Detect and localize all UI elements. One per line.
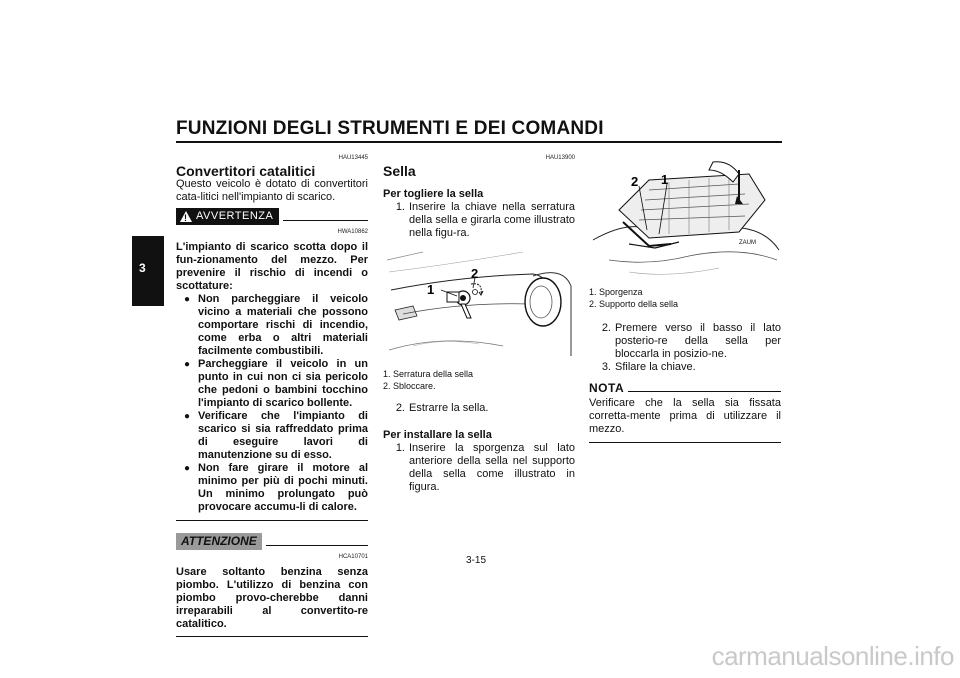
- nota-label: NOTA: [589, 381, 625, 395]
- warning-text: L'impianto di scarico scotta dopo il fun-zionamento del mezzo. Per prevenire il rischio di incendi o scottature:: [176, 241, 368, 292]
- bullet-icon: ●: [184, 294, 191, 305]
- remove-title: Per togliere la sella: [383, 188, 484, 200]
- bullet-icon: ●: [184, 411, 191, 422]
- bullet-icon: ●: [184, 463, 191, 474]
- list-item: ● Verificare che l'impianto di scarico si sia raffreddato prima di eseguire lavori di manutenzione su di esso.: [184, 410, 368, 461]
- install-title: Per installare la sella: [383, 429, 492, 441]
- attention-header: [176, 533, 368, 550]
- bullet-icon: ●: [184, 359, 191, 370]
- list-item: 1. Inserire la sporgenza sul lato anteriore della sella nel supporto della sella come illustrato in figura.: [395, 442, 575, 493]
- svg-text:ZAUM: ZAUM: [739, 240, 756, 246]
- right-column: [589, 160, 781, 443]
- watermark: carmanualsonline.info: [711, 641, 954, 671]
- chapter-tab: [132, 236, 164, 306]
- attention-rule: [266, 545, 368, 546]
- list-item: ● Parcheggiare il veicolo in un punto in cui non ci sia pericolo che pedoni o bambini tocchino l'impianto di scarico bollente.: [184, 358, 368, 409]
- figure-callout: 2: [631, 174, 639, 189]
- figure-callout: 2: [471, 266, 479, 281]
- page-number: 3-15: [466, 555, 487, 566]
- nota-end-rule: [589, 442, 781, 443]
- warning-end-rule: [176, 520, 368, 521]
- attention-end-rule: [176, 636, 368, 637]
- list-item: ● Non fare girare il motore al minimo per più di pochi minuti. Un minimo prolungato può provocare accumu-li di calore.: [184, 462, 368, 513]
- warning-label-box: [176, 208, 279, 225]
- list-item: ● Non parcheggiare il veicolo vicino a materiali che possono comportare rischi di incendio, come erba o altri materiali facilmente combustibili.: [184, 293, 368, 357]
- title-rule: [176, 141, 782, 143]
- figure-caption: 2. Sbloccare.: [383, 381, 436, 391]
- list-item: 2. Estrarre la sella.: [395, 402, 489, 414]
- warning-bullets: [176, 293, 368, 514]
- chapter-number: 3: [139, 261, 146, 275]
- list-item: 3. Sfilare la chiave.: [601, 361, 696, 373]
- section-code: HAU13900: [545, 155, 575, 161]
- page-title: FUNZIONI DEGLI STRUMENTI E DEI COMANDI: [176, 118, 604, 139]
- section-heading: Convertitori catalitici: [176, 163, 316, 179]
- warning-code: HWA10862: [337, 229, 368, 235]
- attention-label: ATTENZIONE: [176, 533, 262, 550]
- figure-caption: 2. Supporto della sella: [589, 299, 679, 309]
- figure-callout: 1: [661, 172, 669, 187]
- list-item: 2. Premere verso il basso il lato posterio-re della sella per bloccarla in posizio-ne.: [601, 322, 781, 360]
- middle-column: [383, 152, 575, 494]
- warning-triangle-icon: !: [180, 211, 192, 222]
- seat-lock-figure: [383, 246, 575, 366]
- attention-code: HCA10701: [338, 554, 368, 560]
- seat-install-figure: [589, 160, 781, 284]
- figure-caption: 1. Serratura della sella: [383, 369, 474, 379]
- intro-text: Questo veicolo è dotato di convertitori cata-litici nell'impianto di scarico.: [176, 178, 368, 203]
- figure-callout: 1: [427, 282, 435, 297]
- left-column: [176, 152, 368, 637]
- attention-text: Usare soltanto benzina senza piombo. L'utilizzo di benzina con piombo provo-cherebbe danni irreparabili al convertito-re catalitico.: [176, 566, 368, 630]
- warning-label: AVVERTENZA: [196, 210, 274, 222]
- nota-rule: [628, 391, 781, 392]
- figure-caption: 1. Sporgenza: [589, 287, 643, 297]
- section-heading: Sella: [383, 163, 416, 179]
- warning-rule: [283, 220, 368, 221]
- section-code: HAU13445: [338, 155, 368, 161]
- warning-header: [176, 208, 368, 225]
- nota-text: Verificare che la sella sia fissata corretta-mente prima di utilizzare il mezzo.: [589, 397, 781, 435]
- list-item: 1. Inserire la chiave nella serratura della sella e girarla come illustrato nella figu-ra.: [395, 201, 575, 239]
- nota-header: [589, 382, 781, 395]
